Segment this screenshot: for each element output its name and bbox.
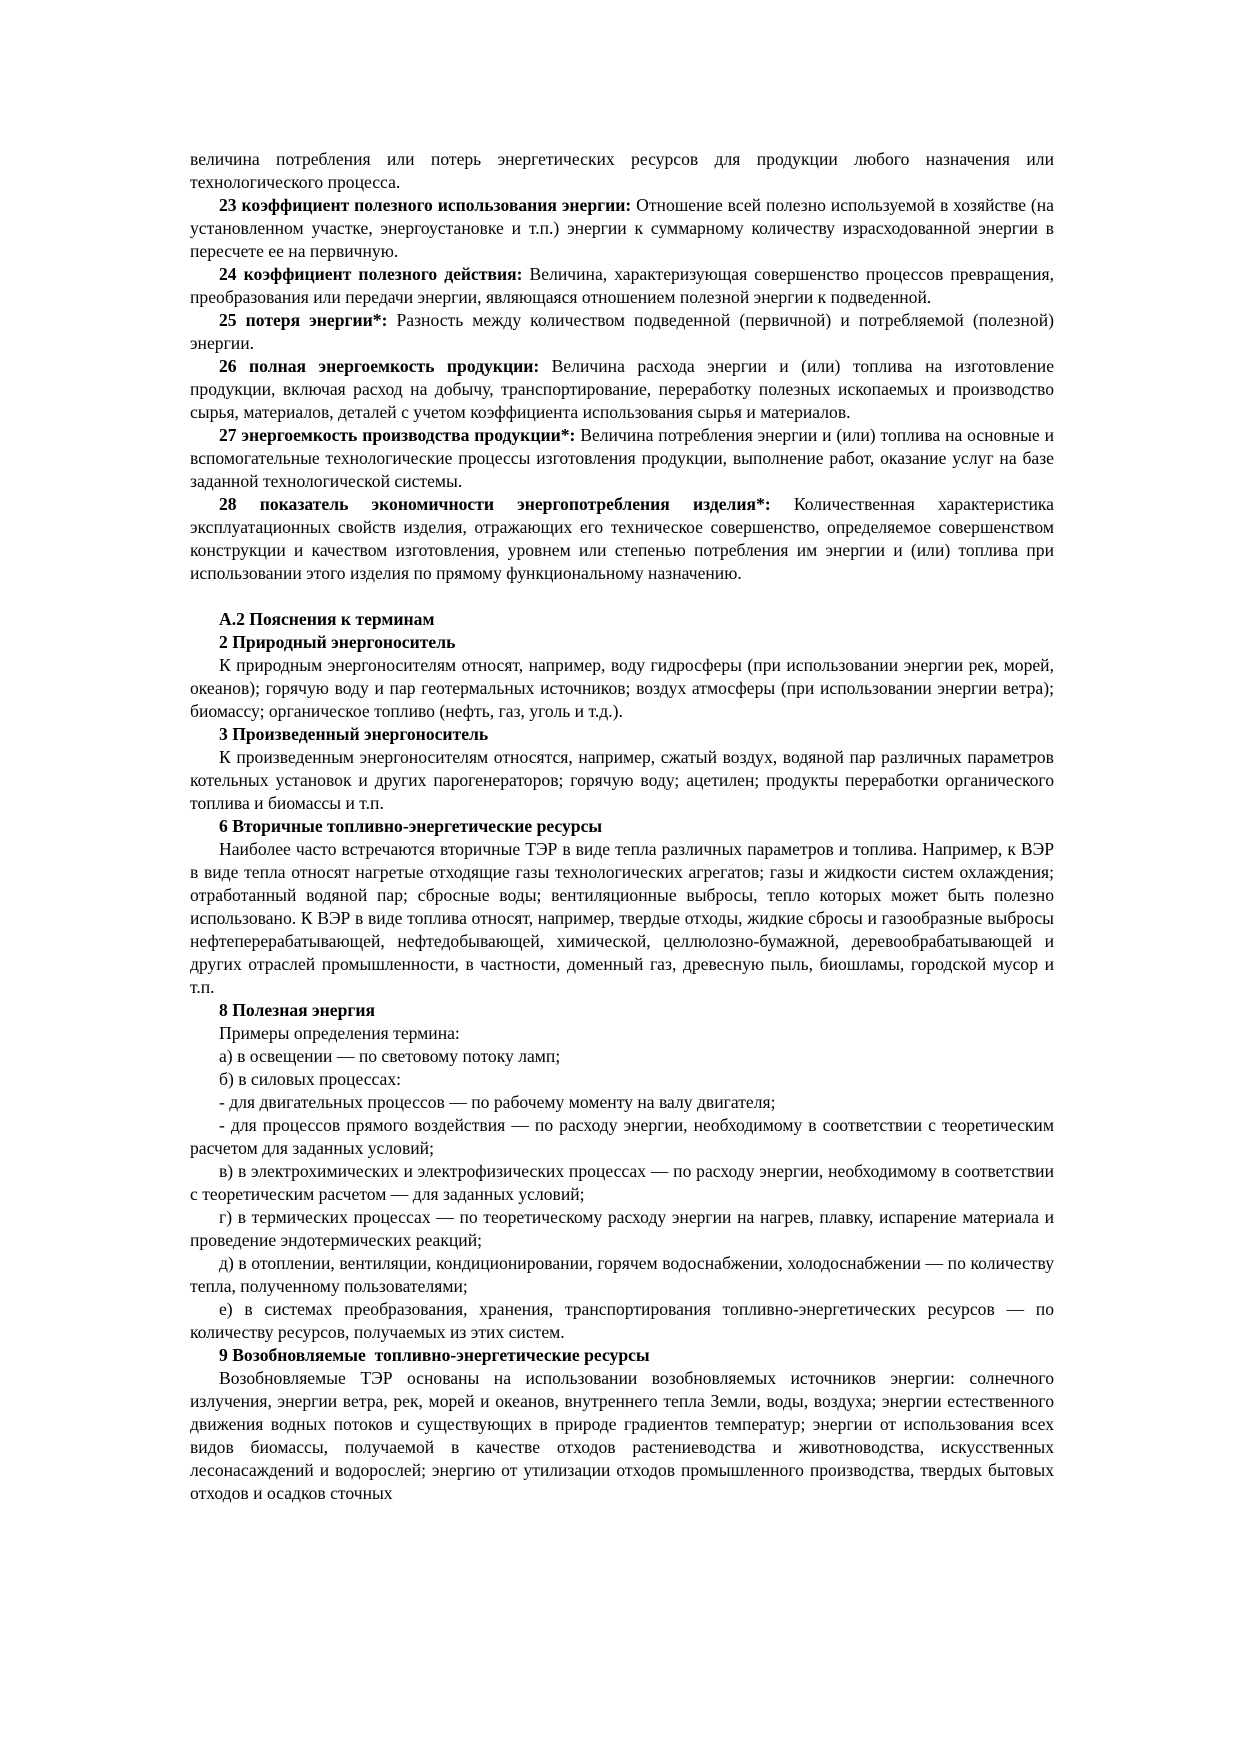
definition-26-text: Величина расхода энергии и (или) топлива на изготовление продукции, включая расход на добычу, транспортирование, переработку полезных ископаемых и производство сырья, материалов, деталей с учетом коэффициента использования сырья и материалов. (190, 356, 1055, 422)
list-item: в) в электрохимических и электрофизических процессах — по расходу энергии, необходимому в соответствии с теоретическим расчетом — для заданных условий; (190, 1161, 1054, 1204)
list-item: - для двигательных процессов — по рабочему моменту на валу двигателя; (219, 1092, 776, 1112)
subheading-2: 2 Природный энергоноситель (219, 632, 456, 652)
subheading-8: 8 Полезная энергия (219, 1000, 376, 1020)
definition-28 (190, 493, 1054, 585)
list-item: Примеры определения термина: (219, 1023, 460, 1043)
list-item: д) в отоплении, вентиляции, кондиционировании, горячем водоснабжении, холодоснабжении — по количеству тепла, полученному пользователями; (190, 1253, 1054, 1296)
subheading-6: 6 Вторичные топливно-энергетические ресурсы (219, 816, 603, 836)
list-item: г) в термических процессах — по теоретическому расходу энергии на нагрев, плавку, испарение материала и проведение эндотермических реакций; (190, 1207, 1054, 1250)
term-28: 28 показатель экономичности энергопотребления изделия*: (219, 494, 771, 514)
term-25: 25 потеря энергии*: (219, 310, 388, 330)
definition-26 (190, 355, 1054, 424)
section-spacer (190, 585, 1054, 608)
term-24: 24 коэффициент полезного действия: (219, 264, 523, 284)
explanation-3: К произведенным энергоносителям относятся, например, сжатый воздух, водяной пар различных параметров котельных установок и других парогенераторов; горячую воду; ацетилен; продукты переработки органического топлива и биомассы и т.п. (190, 747, 1054, 813)
definition-28-text: Количественная характеристика эксплуатационных свойств изделия, отражающих его техническое совершенство, определяемое совершенством конструкции и качеством изготовления, уровнем или степенью потребления им энергии и (или) топлива при использовании этого изделия по прямому функциональному назначению. (190, 494, 1054, 583)
explanation-9: Возобновляемые ТЭР основаны на использовании возобновляемых источников энергии: солнечного излучения, энергии ветра, рек, морей и океанов, внутреннего тепла Земли, воды, воздуха; энергии естественного движения водных потоков и существующих в природе градиентов температур; энергии от использования всех видов биомассы, получаемой в качестве отходов растениеводства и животноводства, искусственных лесонасаждений и водорослей; энергию от утилизации отходов промышленного производства, твердых бытовых отходов и осадков сточных (190, 1368, 1054, 1503)
definition-23-text: Отношение всей полезно используемой в хозяйстве (на установленном участке, энергоустановке и т.п.) энергии к суммарному количеству израсходованной энергии в пересчете ее на первичную. (190, 195, 1054, 261)
definition-25-text: Разность между количеством подведенной (первичной) и потребляемой (полезной) энергии. (190, 310, 1054, 353)
explanation-2: К природным энергоносителям относят, например, воду гидросферы (при использовании энергии рек, морей, океанов); горячую воду и пар геотермальных источников; воздух атмосферы (при использовании энергии ветра); биомассу; органическое топливо (нефть, газ, уголь и т.д.). (190, 655, 1054, 721)
definition-27 (190, 424, 1054, 493)
definition-24-text: Величина, характеризующая совершенство процессов превращения, преобразования или передачи энергии, являющаяся отношением полезной энергии к подведенной. (190, 264, 1054, 307)
subheading-3: 3 Произведенный энергоноситель (219, 724, 489, 744)
subheading-9: 9 Возобновляемые топливно-энергетические ресурсы (219, 1345, 650, 1365)
document-body (190, 148, 1054, 1505)
list-item: а) в освещении — по световому потоку ламп; (219, 1046, 561, 1066)
term-26: 26 полная энергоемкость продукции: (219, 356, 540, 376)
term-23: 23 коэффициент полезного использования энергии: (219, 195, 632, 215)
section-heading-a2: А.2 Пояснения к терминам (219, 609, 435, 629)
list-item: б) в силовых процессах: (219, 1069, 402, 1089)
list-item: е) в системах преобразования, хранения, транспортирования топливно-энергетических ресурсов — по количеству ресурсов, получаемых из этих систем. (190, 1299, 1054, 1342)
paragraph-continuation: величина потребления или потерь энергетических ресурсов для продукции любого назначения или технологического процесса. (190, 149, 1054, 192)
definition-23 (190, 194, 1054, 263)
definition-25 (190, 309, 1054, 355)
explanation-6: Наиболее часто встречаются вторичные ТЭР в виде тепла различных параметров и топлива. Например, к ВЭР в виде тепла относят нагретые отходящие газы технологических агрегатов; газы и жидкости систем охлаждения; отработанный водяной пар; сбросные воды; вентиляционные выбросы, тепло которых может быть полезно использовано. К ВЭР в виде топлива относят, например, твердые отходы, жидкие сбросы и газообразные выбросы нефтеперерабатывающей, нефтедобывающей, химической, целлюлозно-бумажной, деревообрабатывающей и других отраслей промышленности, в частности, доменный газ, древесную пыль, биошламы, городской мусор и т.п. (190, 839, 1054, 997)
list-item: - для процессов прямого воздействия — по расходу энергии, необходимому в соответствии с теоретическим расчетом для заданных условий; (190, 1115, 1054, 1158)
definition-24 (190, 263, 1054, 309)
term-27: 27 энергоемкость производства продукции*: (219, 425, 576, 445)
definition-27-text: Величина потребления энергии и (или) топлива на основные и вспомогательные технологические процессы изготовления продукции, выполнение работ, оказание услуг на базе заданной технологической системы. (190, 425, 1054, 491)
